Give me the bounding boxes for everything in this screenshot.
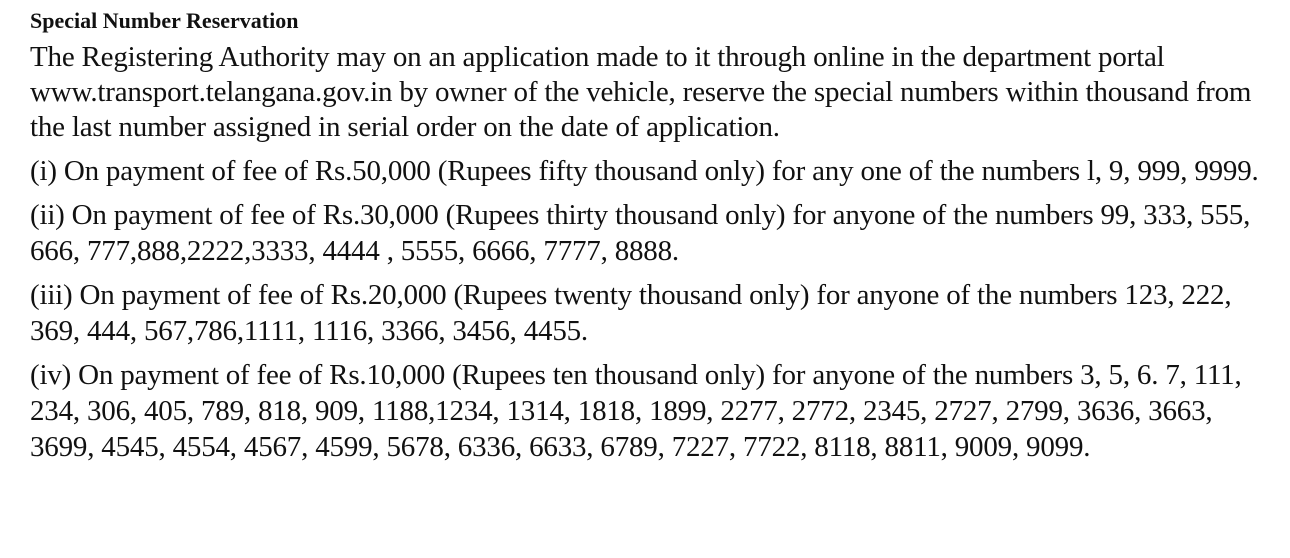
fee-clause-i: (i) On payment of fee of Rs.50,000 (Rupees fifty thousand only) for any one of the numbers l, 9, 999, 9999. (30, 155, 1259, 187)
intro-paragraph: The Registering Authority may on an application made to it through online in the department portal www.transport.telangana.gov.in by owner of the vehicle, reserve the special numbers within thousand from the last number assigned in serial order on the date of application. (30, 41, 1252, 143)
fee-clause-ii: (ii) On payment of fee of Rs.30,000 (Rupees thirty thousand only) for anyone of the numbers 99, 333, 555, 666, 777,888,2222,3333, 4444 , 5555, 6666, 7777, 8888. (30, 199, 1251, 267)
fee-clause-iii: (iii) On payment of fee of Rs.20,000 (Rupees twenty thousand only) for anyone of the numbers 123, 222, 369, 444, 567,786,1111, 1116, 3366, 3456, 4455. (30, 279, 1232, 347)
fee-clause-iv: (iv) On payment of fee of Rs.10,000 (Rupees ten thousand only) for anyone of the numbers 3, 5, 6. 7, 111, 234, 306, 405, 789, 818, 909, 1188,1234, 1314, 1818, 1899, 2277, 2772, 2345, 2727, 2799, 3636, 3663, 3699, 4545, 4554, 4567, 4599, 5678, 6336, 6633, 6789, 7227, 7722, 8118, 8811, 9009, 9099. (30, 359, 1242, 463)
section-heading: Special Number Reservation (30, 8, 299, 33)
document-page (30, 6, 1270, 465)
